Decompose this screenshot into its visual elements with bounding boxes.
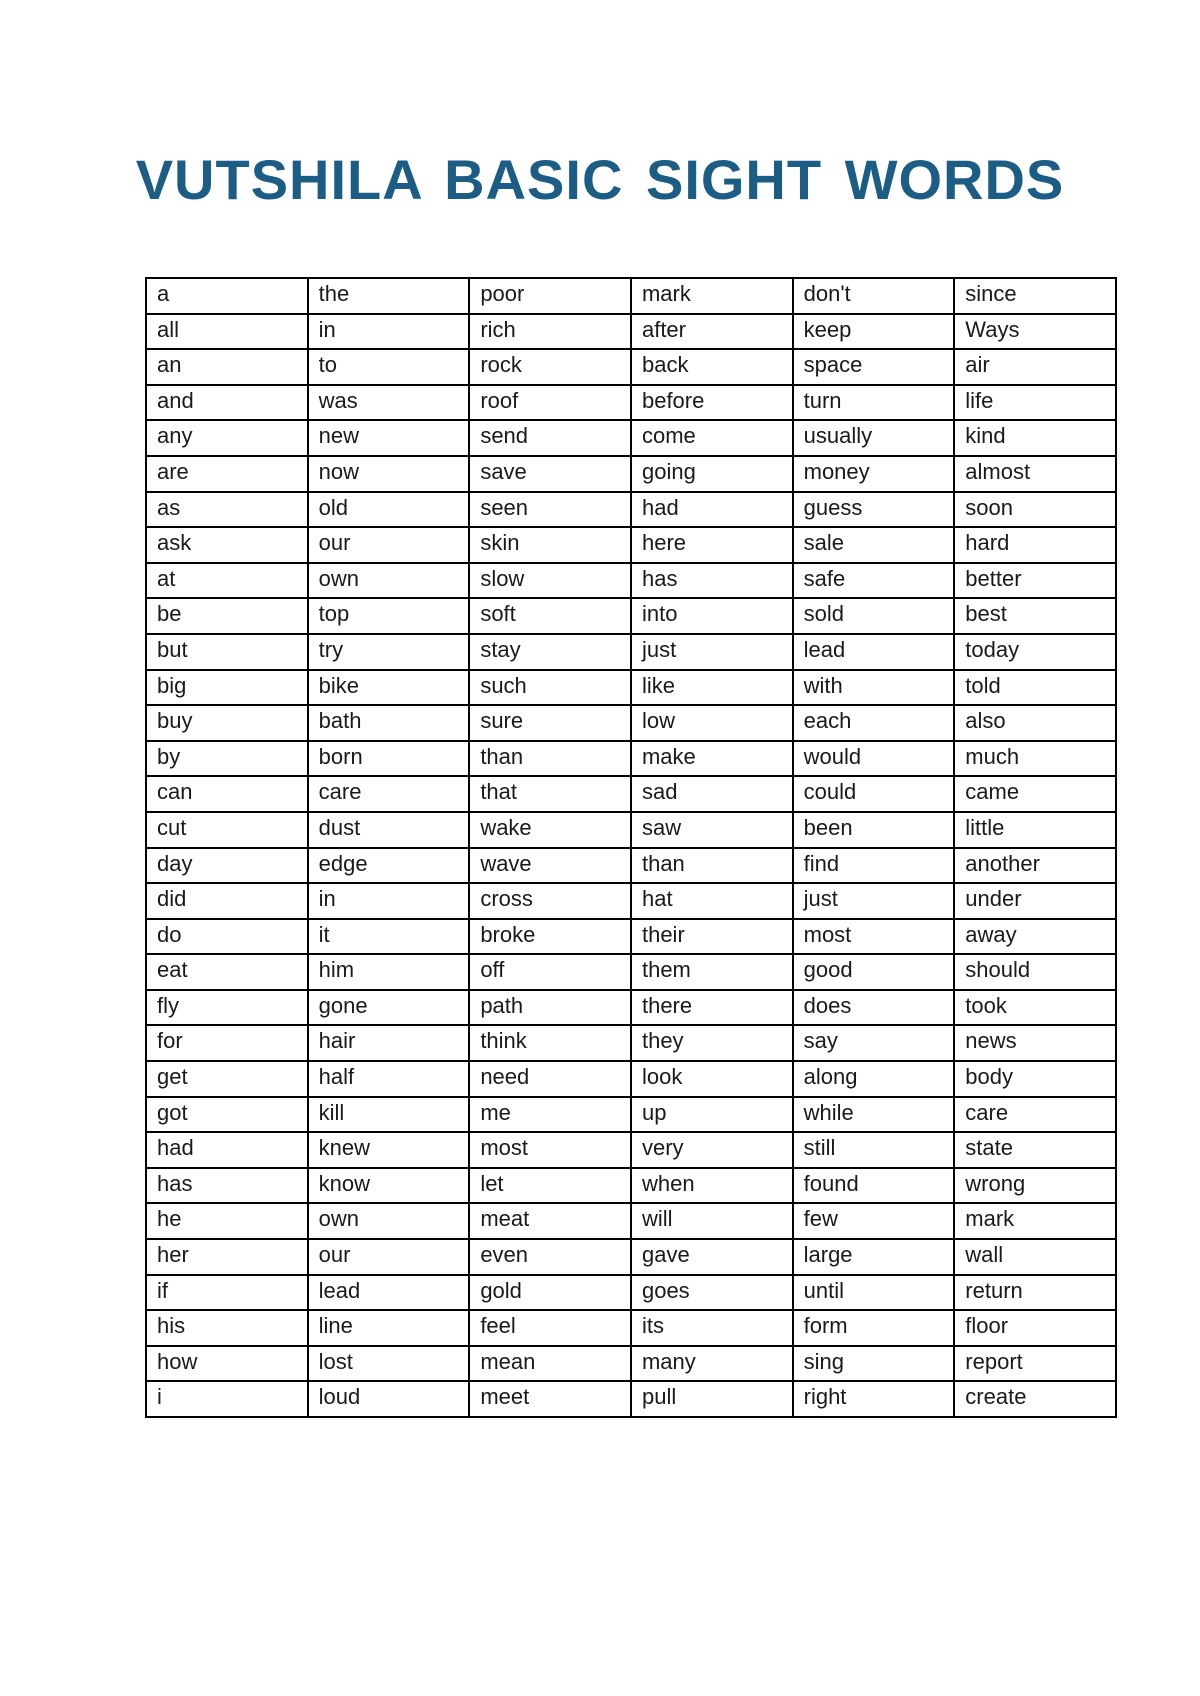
word-cell: sing <box>793 1346 955 1382</box>
word-cell: half <box>308 1061 470 1097</box>
word-cell: wave <box>469 848 631 884</box>
table-row <box>146 1239 1116 1275</box>
word-cell: now <box>308 456 470 492</box>
word-cell: big <box>146 670 308 706</box>
word-cell: that <box>469 776 631 812</box>
word-cell: many <box>631 1346 793 1382</box>
word-cell: does <box>793 990 955 1026</box>
word-cell: gave <box>631 1239 793 1275</box>
word-cell: another <box>954 848 1116 884</box>
word-cell: been <box>793 812 955 848</box>
word-cell: could <box>793 776 955 812</box>
word-cell: found <box>793 1168 955 1204</box>
word-cell: for <box>146 1025 308 1061</box>
word-cell: dust <box>308 812 470 848</box>
table-row <box>146 1203 1116 1239</box>
word-cell: state <box>954 1132 1116 1168</box>
word-cell: meat <box>469 1203 631 1239</box>
word-cell: has <box>146 1168 308 1204</box>
table-row <box>146 776 1116 812</box>
word-cell: had <box>146 1132 308 1168</box>
word-cell: kind <box>954 420 1116 456</box>
word-cell: after <box>631 314 793 350</box>
table-row <box>146 598 1116 634</box>
word-cell: away <box>954 919 1116 955</box>
word-cell: air <box>954 349 1116 385</box>
sight-words-table <box>145 277 1117 1418</box>
word-cell: sold <box>793 598 955 634</box>
word-cell: lead <box>308 1275 470 1311</box>
table-row <box>146 527 1116 563</box>
word-cell: eat <box>146 954 308 990</box>
table-row <box>146 812 1116 848</box>
word-cell: than <box>631 848 793 884</box>
word-cell: up <box>631 1097 793 1133</box>
word-cell: took <box>954 990 1116 1026</box>
word-cell: each <box>793 705 955 741</box>
word-cell: rich <box>469 314 631 350</box>
word-cell: better <box>954 563 1116 599</box>
word-cell: them <box>631 954 793 990</box>
word-cell: guess <box>793 492 955 528</box>
word-cell: get <box>146 1061 308 1097</box>
word-cell: her <box>146 1239 308 1275</box>
word-cell: wrong <box>954 1168 1116 1204</box>
word-cell: cut <box>146 812 308 848</box>
word-cell: ask <box>146 527 308 563</box>
word-cell: mean <box>469 1346 631 1382</box>
word-cell: almost <box>954 456 1116 492</box>
word-cell: our <box>308 527 470 563</box>
word-cell: until <box>793 1275 955 1311</box>
word-cell: going <box>631 456 793 492</box>
word-cell: news <box>954 1025 1116 1061</box>
word-cell: skin <box>469 527 631 563</box>
word-cell: told <box>954 670 1116 706</box>
word-cell: make <box>631 741 793 777</box>
word-cell: the <box>308 278 470 314</box>
table-row <box>146 1168 1116 1204</box>
word-cell: cross <box>469 883 631 919</box>
table-row <box>146 456 1116 492</box>
word-cell: buy <box>146 705 308 741</box>
word-cell: pull <box>631 1381 793 1417</box>
word-cell: report <box>954 1346 1116 1382</box>
table-row <box>146 349 1116 385</box>
word-cell: while <box>793 1097 955 1133</box>
word-cell: form <box>793 1310 955 1346</box>
word-cell: slow <box>469 563 631 599</box>
word-cell: hard <box>954 527 1116 563</box>
word-cell: edge <box>308 848 470 884</box>
word-cell: best <box>954 598 1116 634</box>
word-cell: turn <box>793 385 955 421</box>
word-cell: do <box>146 919 308 955</box>
word-cell: they <box>631 1025 793 1061</box>
word-cell: few <box>793 1203 955 1239</box>
word-cell: meet <box>469 1381 631 1417</box>
table-row <box>146 1061 1116 1097</box>
word-cell: did <box>146 883 308 919</box>
word-cell: are <box>146 456 308 492</box>
word-cell: space <box>793 349 955 385</box>
word-cell: care <box>308 776 470 812</box>
word-cell: today <box>954 634 1116 670</box>
word-cell: such <box>469 670 631 706</box>
word-cell: with <box>793 670 955 706</box>
word-cell: care <box>954 1097 1116 1133</box>
word-cell: sure <box>469 705 631 741</box>
word-cell: him <box>308 954 470 990</box>
word-cell: if <box>146 1275 308 1311</box>
word-cell: along <box>793 1061 955 1097</box>
word-cell: look <box>631 1061 793 1097</box>
table-row <box>146 1346 1116 1382</box>
word-cell: most <box>793 919 955 955</box>
word-cell: stay <box>469 634 631 670</box>
word-cell: own <box>308 563 470 599</box>
word-cell: had <box>631 492 793 528</box>
word-cell: hair <box>308 1025 470 1061</box>
word-cell: our <box>308 1239 470 1275</box>
table-row <box>146 1097 1116 1133</box>
word-cell: new <box>308 420 470 456</box>
word-cell: soon <box>954 492 1116 528</box>
word-cell: i <box>146 1381 308 1417</box>
word-cell: poor <box>469 278 631 314</box>
word-cell: all <box>146 314 308 350</box>
word-cell: need <box>469 1061 631 1097</box>
word-cell: find <box>793 848 955 884</box>
word-cell: was <box>308 385 470 421</box>
word-cell: born <box>308 741 470 777</box>
word-cell: money <box>793 456 955 492</box>
word-cell: would <box>793 741 955 777</box>
word-cell: to <box>308 349 470 385</box>
word-cell: create <box>954 1381 1116 1417</box>
word-cell: be <box>146 598 308 634</box>
word-cell: just <box>631 634 793 670</box>
word-cell: roof <box>469 385 631 421</box>
table-row <box>146 314 1116 350</box>
word-cell: kill <box>308 1097 470 1133</box>
word-cell: body <box>954 1061 1116 1097</box>
word-cell: mark <box>631 278 793 314</box>
word-cell: feel <box>469 1310 631 1346</box>
word-cell: their <box>631 919 793 955</box>
table-row <box>146 1132 1116 1168</box>
word-cell: line <box>308 1310 470 1346</box>
table-row <box>146 278 1116 314</box>
word-cell: return <box>954 1275 1116 1311</box>
word-cell: just <box>793 883 955 919</box>
word-cell: Ways <box>954 314 1116 350</box>
table-row <box>146 670 1116 706</box>
table-row <box>146 848 1116 884</box>
word-cell: into <box>631 598 793 634</box>
word-cell: in <box>308 314 470 350</box>
word-cell: think <box>469 1025 631 1061</box>
table-row <box>146 420 1116 456</box>
word-cell: and <box>146 385 308 421</box>
word-cell: there <box>631 990 793 1026</box>
word-cell: broke <box>469 919 631 955</box>
word-cell: off <box>469 954 631 990</box>
page-title: VUTSHILA BASIC SIGHT WORDS <box>135 148 1065 211</box>
word-cell: back <box>631 349 793 385</box>
word-cell: like <box>631 670 793 706</box>
table-row <box>146 919 1116 955</box>
word-cell: came <box>954 776 1116 812</box>
word-cell: when <box>631 1168 793 1204</box>
word-cell: his <box>146 1310 308 1346</box>
word-cell: old <box>308 492 470 528</box>
word-cell: mark <box>954 1203 1116 1239</box>
word-cell: safe <box>793 563 955 599</box>
word-cell: also <box>954 705 1116 741</box>
table-row <box>146 1381 1116 1417</box>
word-cell: let <box>469 1168 631 1204</box>
sight-words-body <box>146 278 1116 1417</box>
word-cell: sad <box>631 776 793 812</box>
table-row <box>146 1025 1116 1061</box>
word-cell: don't <box>793 278 955 314</box>
word-cell: come <box>631 420 793 456</box>
word-cell: most <box>469 1132 631 1168</box>
word-cell: still <box>793 1132 955 1168</box>
word-cell: even <box>469 1239 631 1275</box>
word-cell: try <box>308 634 470 670</box>
word-cell: save <box>469 456 631 492</box>
word-cell: top <box>308 598 470 634</box>
word-cell: should <box>954 954 1116 990</box>
word-cell: day <box>146 848 308 884</box>
word-cell: it <box>308 919 470 955</box>
word-cell: loud <box>308 1381 470 1417</box>
word-cell: as <box>146 492 308 528</box>
word-cell: say <box>793 1025 955 1061</box>
word-cell: seen <box>469 492 631 528</box>
word-cell: an <box>146 349 308 385</box>
word-cell: has <box>631 563 793 599</box>
word-cell: bath <box>308 705 470 741</box>
word-cell: large <box>793 1239 955 1275</box>
table-row <box>146 954 1116 990</box>
table-row <box>146 705 1116 741</box>
word-cell: keep <box>793 314 955 350</box>
word-cell: a <box>146 278 308 314</box>
word-cell: good <box>793 954 955 990</box>
word-cell: its <box>631 1310 793 1346</box>
word-cell: gold <box>469 1275 631 1311</box>
word-cell: bike <box>308 670 470 706</box>
table-row <box>146 385 1116 421</box>
word-cell: saw <box>631 812 793 848</box>
word-cell: me <box>469 1097 631 1133</box>
word-cell: knew <box>308 1132 470 1168</box>
word-cell: fly <box>146 990 308 1026</box>
table-row <box>146 1275 1116 1311</box>
word-cell: wall <box>954 1239 1116 1275</box>
word-cell: lost <box>308 1346 470 1382</box>
word-cell: much <box>954 741 1116 777</box>
word-cell: got <box>146 1097 308 1133</box>
word-cell: will <box>631 1203 793 1239</box>
table-row <box>146 634 1116 670</box>
word-cell: soft <box>469 598 631 634</box>
word-cell: than <box>469 741 631 777</box>
word-cell: how <box>146 1346 308 1382</box>
word-cell: he <box>146 1203 308 1239</box>
word-cell: goes <box>631 1275 793 1311</box>
word-cell: floor <box>954 1310 1116 1346</box>
word-cell: rock <box>469 349 631 385</box>
word-cell: before <box>631 385 793 421</box>
word-cell: path <box>469 990 631 1026</box>
word-cell: at <box>146 563 308 599</box>
word-cell: under <box>954 883 1116 919</box>
word-cell: usually <box>793 420 955 456</box>
word-cell: lead <box>793 634 955 670</box>
word-cell: wake <box>469 812 631 848</box>
word-cell: in <box>308 883 470 919</box>
word-cell: any <box>146 420 308 456</box>
word-cell: hat <box>631 883 793 919</box>
word-cell: very <box>631 1132 793 1168</box>
word-cell: but <box>146 634 308 670</box>
table-row <box>146 563 1116 599</box>
table-row <box>146 741 1116 777</box>
word-cell: sale <box>793 527 955 563</box>
word-cell: life <box>954 385 1116 421</box>
word-cell: know <box>308 1168 470 1204</box>
word-cell: by <box>146 741 308 777</box>
word-cell: low <box>631 705 793 741</box>
word-cell: here <box>631 527 793 563</box>
table-row <box>146 883 1116 919</box>
word-cell: little <box>954 812 1116 848</box>
table-row <box>146 492 1116 528</box>
word-cell: since <box>954 278 1116 314</box>
word-cell: gone <box>308 990 470 1026</box>
table-row <box>146 990 1116 1026</box>
word-cell: send <box>469 420 631 456</box>
word-cell: can <box>146 776 308 812</box>
table-row <box>146 1310 1116 1346</box>
word-cell: own <box>308 1203 470 1239</box>
word-cell: right <box>793 1381 955 1417</box>
